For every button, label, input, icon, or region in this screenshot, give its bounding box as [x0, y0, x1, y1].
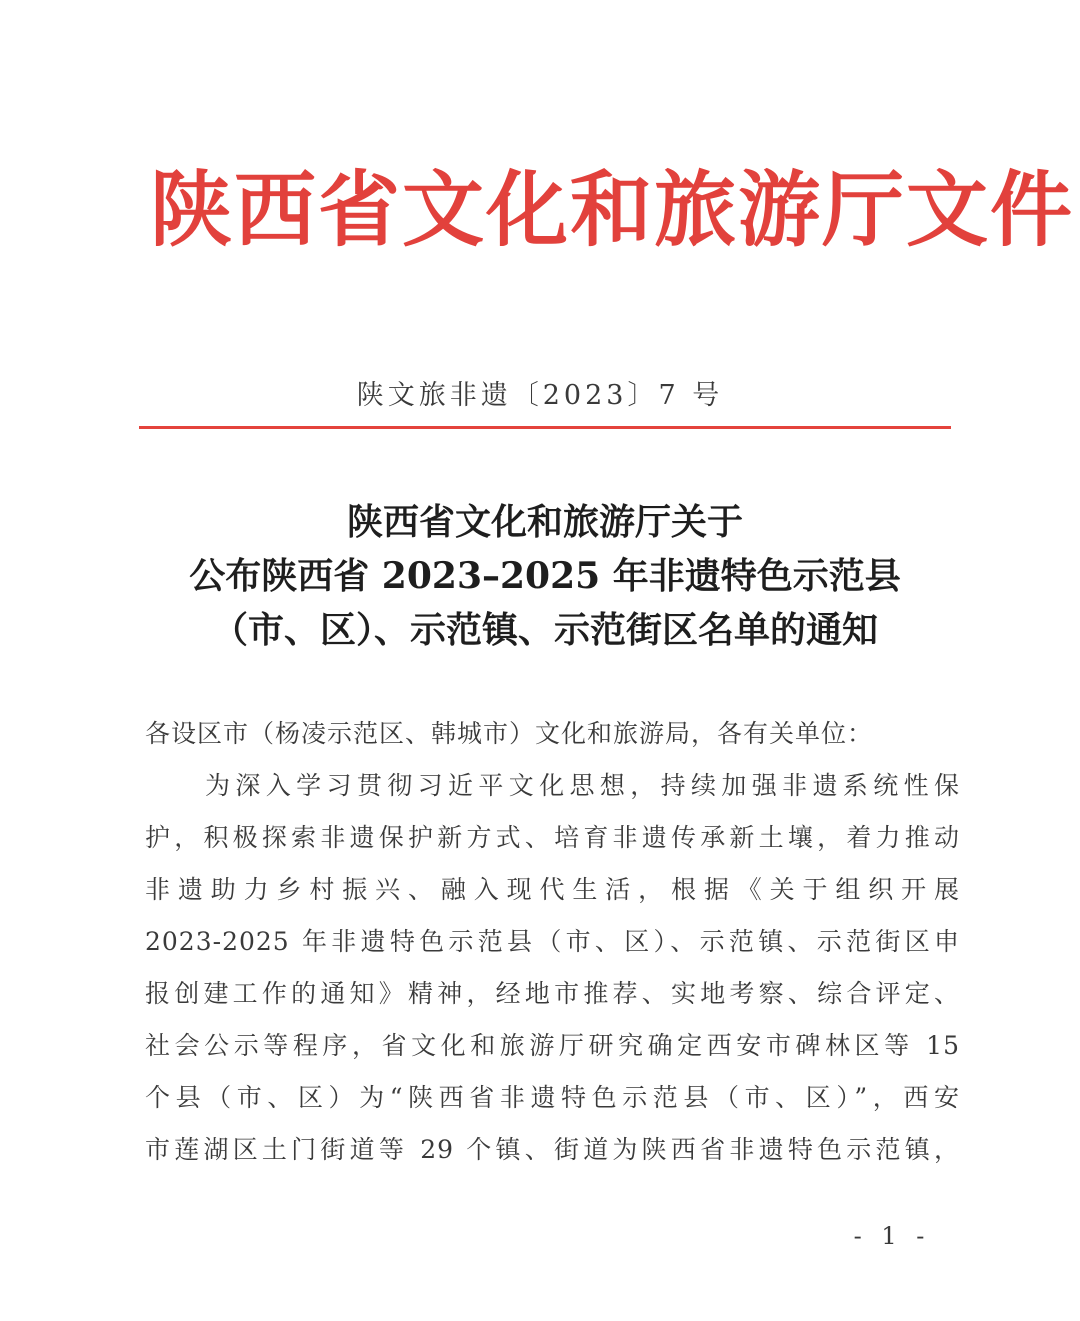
notice-title	[120, 495, 970, 657]
page-number: - 1 -	[853, 1222, 931, 1250]
notice-title-line: 公布陕西省 2023–2025 年非遗特色示范县	[189, 555, 901, 597]
body-text-line: 为深入学习贯彻习近平文化思想，持续加强非遗系统性保	[205, 771, 960, 800]
notice-body	[145, 712, 960, 1180]
body-text-line: 社会公示等程序，省文化和旅游厅研究确定西安市碑林区等 15	[145, 1031, 960, 1060]
document-number: 陕文旅非遗〔2023〕7 号	[356, 380, 724, 411]
red-divider-line	[139, 426, 951, 429]
body-text-line: 市莲湖区土门街道等 29 个镇、街道为陕西省非遗特色示范镇，	[145, 1135, 960, 1164]
body-text-line: 报创建工作的通知》精神，经地市推荐、实地考察、综合评定、	[145, 979, 960, 1008]
notice-title-line: 陕西省文化和旅游厅关于	[346, 501, 743, 543]
notice-title-line: （市、区）、示范镇、示范街区名单的通知	[211, 609, 878, 651]
issuing-authority-header: 陕西省文化和旅游厅文件	[150, 162, 1075, 258]
body-text-line: 非遗助力乡村振兴、融入现代生活，根据《关于组织开展	[145, 875, 960, 904]
body-text-line: 护，积极探索非遗保护新方式、培育非遗传承新土壤，着力推动	[145, 823, 960, 852]
body-text-line: 个县（市、区）为“陕西省非遗特色示范县（市、区）”，西安	[145, 1083, 960, 1112]
body-text-line: 2023-2025 年非遗特色示范县（市、区）、示范镇、示范街区申	[145, 927, 960, 956]
salutation: 各设区市（杨凌示范区、韩城市）文化和旅游局，各有关单位：	[145, 719, 874, 748]
